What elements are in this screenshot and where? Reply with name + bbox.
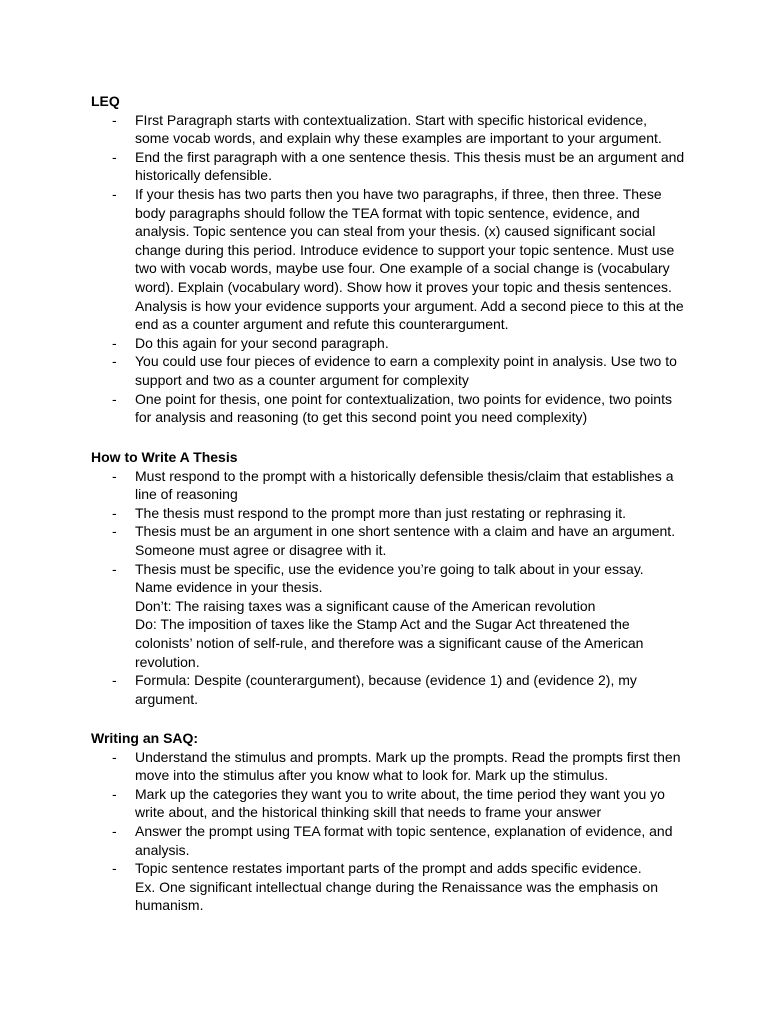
section-how-to-write-thesis: [91, 448, 711, 708]
list-item: - Thesis must be specific, use the evidence you’re going to talk about in your essay. Name evidence in your thesis. Don’t: The raising taxes was a significant cause of the American revolution Do: The imposition of taxes like the Stamp Act and the Sugar Act threatened the colonists’ notion of self-rule, and therefore was a significant cause of the American revolution.: [91, 560, 711, 672]
list-item: - If your thesis has two parts then you have two paragraphs, if three, then three. These body paragraphs should follow the TEA format with topic sentence, evidence, and analysis. Topic sentence you can steal from your thesis. (x) caused significant social change during this period. Introduce evidence to support your topic sentence. Must use two with vocab words, maybe use four. One example of a social change is (vocabulary word). Explain (vocabulary word). Show how it proves your topic and thesis sentences. Analysis is how your evidence supports your argument. Add a second piece to this at the end as a counter argument and refute this counterargument.: [91, 185, 711, 334]
section-heading: LEQ: [91, 93, 120, 109]
list-item: - You could use four pieces of evidence to earn a complexity point in analysis. Use two to support and two as a counter argument for complexity: [91, 352, 711, 389]
section-writing-saq: [91, 729, 711, 915]
section-heading: How to Write A Thesis: [91, 449, 238, 465]
list-item: - End the first paragraph with a one sentence thesis. This thesis must be an argument and historically defensible.: [91, 148, 711, 185]
list-item: - Answer the prompt using TEA format with topic sentence, explanation of evidence, and analysis.: [91, 822, 711, 859]
bullet-list: [91, 111, 711, 427]
list-item: - Thesis must be an argument in one short sentence with a claim and have an argument. Someone must agree or disagree with it.: [91, 522, 711, 559]
list-item: - The thesis must respond to the prompt more than just restating or rephrasing it.: [91, 504, 711, 523]
list-item: - Must respond to the prompt with a historically defensible thesis/claim that establishes a line of reasoning: [91, 467, 711, 504]
list-item: - Formula: Despite (counterargument), because (evidence 1) and (evidence 2), my argument.: [91, 671, 711, 708]
list-item: - Mark up the categories they want you to write about, the time period they want you yo write about, and the historical thinking skill that needs to frame your answer: [91, 785, 711, 822]
section-heading: Writing an SAQ:: [91, 730, 199, 746]
list-item: - One point for thesis, one point for contextualization, two points for evidence, two points for analysis and reasoning (to get this second point you need complexity): [91, 390, 711, 427]
list-item: - Understand the stimulus and prompts. Mark up the prompts. Read the prompts first then move into the stimulus after you know what to look for. Mark up the stimulus.: [91, 748, 711, 785]
list-item: - Topic sentence restates important parts of the prompt and adds specific evidence. Ex. One significant intellectual change during the Renaissance was the emphasis on humanism.: [91, 859, 711, 915]
bullet-list: [91, 467, 711, 709]
list-item: - FIrst Paragraph starts with contextualization. Start with specific historical evidence, some vocab words, and explain why these examples are important to your argument.: [91, 111, 711, 148]
section-leq: [91, 92, 711, 427]
list-item: - Do this again for your second paragraph.: [91, 334, 711, 353]
bullet-list: [91, 748, 711, 915]
